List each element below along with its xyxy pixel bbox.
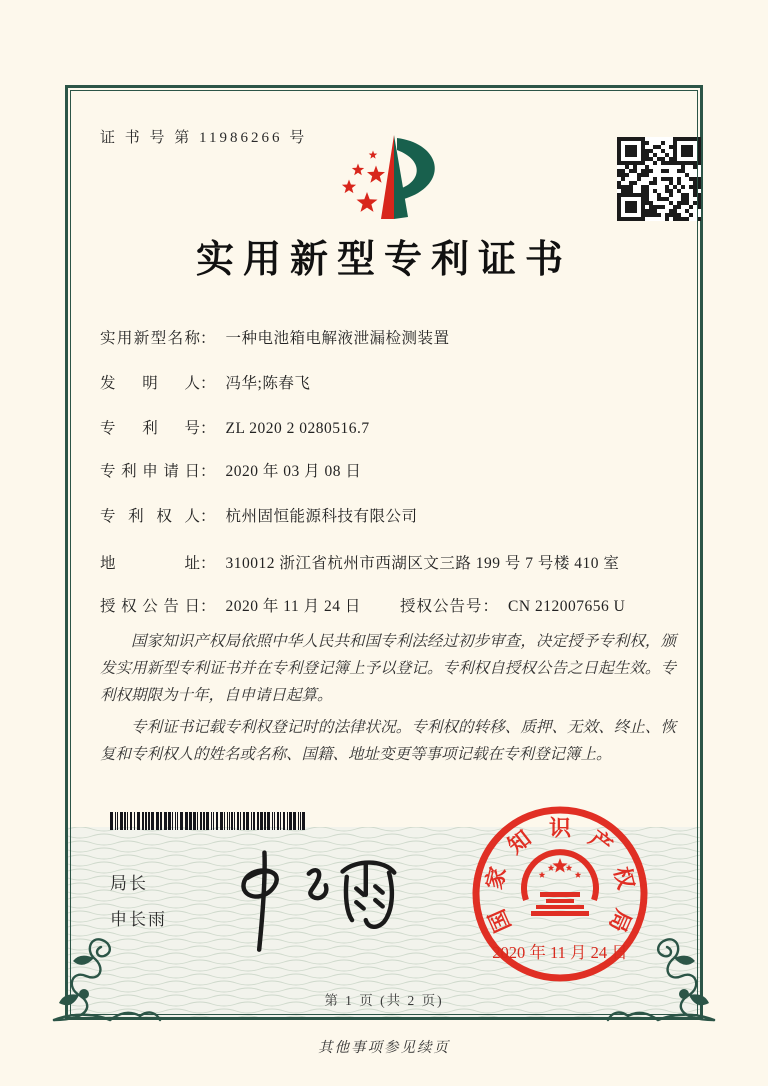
- barcode-bar: [243, 812, 245, 830]
- continuation-note: 其他事项参见续页: [318, 1040, 450, 1056]
- field-value: 2020 年 03 月 08 日: [225, 463, 362, 480]
- barcode-bar: [110, 812, 113, 830]
- label-colon: ：: [200, 463, 216, 480]
- barcode-bar: [137, 812, 140, 830]
- barcode-bar: [145, 812, 147, 830]
- barcode-bar: [206, 812, 209, 830]
- field-value: 310012 浙江省杭州市西湖区文三路 199 号 7 号楼 410 室: [225, 555, 620, 572]
- barcode-bar: [220, 812, 223, 830]
- barcode-bar: [253, 812, 255, 830]
- certificate-number: 证 书 号 第 11986266 号: [100, 130, 308, 146]
- barcode-bar: [127, 812, 128, 830]
- field-value: ZL 2020 2 0280516.7: [225, 420, 370, 437]
- field-value: 一种电池箱电解液泄漏检测装置: [225, 330, 450, 347]
- label-colon: ：: [200, 598, 216, 615]
- barcode-bar: [264, 812, 266, 830]
- barcode-bar: [151, 812, 154, 830]
- barcode-bar: [274, 812, 275, 830]
- barcode-bar: [302, 812, 305, 830]
- barcode-bar: [237, 812, 239, 830]
- svg-text:权: 权: [609, 864, 639, 892]
- barcode-bar: [234, 812, 235, 830]
- signer-name: 申长雨: [110, 910, 167, 929]
- barcode-bar: [185, 812, 188, 830]
- barcode-bar: [227, 812, 228, 830]
- barcode-bar: [172, 812, 173, 830]
- label-colon: ：: [200, 508, 216, 525]
- barcode-bar: [142, 812, 144, 830]
- barcode-bar: [148, 812, 150, 830]
- signature-handwriting: [218, 844, 408, 954]
- barcode-bar: [164, 812, 167, 830]
- barcode-bar: [257, 812, 259, 830]
- seal-date: 2020 年 11 月 24 日: [492, 943, 628, 962]
- label-colon: ：: [200, 420, 216, 437]
- barcode-bar: [231, 812, 233, 830]
- field-label: 实用新型名称: [100, 330, 200, 347]
- svg-text:知: 知: [502, 825, 536, 859]
- barcode-bar: [246, 812, 249, 830]
- barcode-bar: [197, 812, 198, 830]
- field-label: 授权公告号: [400, 598, 483, 615]
- barcode-bar: [156, 812, 159, 830]
- legal-text: [100, 628, 676, 773]
- barcode-bar: [224, 812, 225, 830]
- barcode-bar: [200, 812, 202, 830]
- barcode-bar: [283, 812, 285, 830]
- corner-flourish-icon: [600, 905, 720, 1028]
- field-utility-model-name: [100, 326, 685, 350]
- svg-text:局: 局: [604, 905, 637, 936]
- signer-title: 局长: [110, 874, 148, 893]
- barcode-bar: [117, 812, 118, 830]
- field-label: 授权公告日: [100, 598, 200, 615]
- barcode-bar: [267, 812, 270, 830]
- field-patent-number: [100, 416, 685, 440]
- barcode-bar: [260, 812, 263, 830]
- barcode-bar: [211, 812, 212, 830]
- qr-code-icon: [617, 137, 701, 221]
- barcode-bar: [216, 812, 218, 830]
- barcode-bar: [293, 812, 296, 830]
- barcode-bar: [287, 812, 288, 830]
- label-colon: ：: [200, 330, 216, 347]
- barcode: [110, 812, 310, 830]
- barcode-bar: [124, 812, 126, 830]
- barcode-bar: [175, 812, 176, 830]
- barcode-bar: [300, 812, 301, 830]
- certificate-frame: [65, 85, 703, 1020]
- certificate-title: 实用新型专利证书: [195, 239, 572, 281]
- barcode-bar: [251, 812, 252, 830]
- label-colon: ：: [482, 598, 499, 615]
- barcode-bar: [229, 812, 230, 830]
- svg-text:家: 家: [481, 864, 511, 892]
- barcode-bar: [130, 812, 132, 830]
- barcode-bar: [180, 812, 183, 830]
- barcode-bar: [277, 812, 279, 830]
- label-colon: ：: [200, 555, 216, 572]
- field-value: 杭州固恒能源科技有限公司: [225, 508, 418, 525]
- barcode-bar: [115, 812, 116, 830]
- barcode-bar: [160, 812, 162, 830]
- barcode-bar: [168, 812, 171, 830]
- svg-text:产: 产: [584, 825, 618, 859]
- field-value: 2020 年 11 月 24 日: [225, 598, 361, 615]
- barcode-bar: [289, 812, 292, 830]
- barcode-bar: [134, 812, 135, 830]
- svg-text:识: 识: [548, 815, 572, 841]
- field-value: CN 212007656 U: [508, 598, 626, 615]
- barcode-bar: [120, 812, 123, 830]
- barcode-bar: [298, 812, 299, 830]
- legal-paragraph-2: 专利证书记载专利权登记时的法律状况。专利权的转移、质押、无效、终止、恢复和专利权人的姓名或名称、国籍、地址变更等事项记载在专利登记簿上。: [100, 719, 676, 763]
- cnipa-logo-icon: [320, 122, 470, 234]
- legal-paragraph-1: 国家知识产权局依照中华人民共和国专利法经过初步审查，决定授予专利权，颁发实用新型专利证书并在专利登记簿上予以登记。专利权自授权公告之日起生效。专利权期限为十年，自申请日起算。: [100, 633, 676, 704]
- svg-text:国: 国: [483, 905, 516, 936]
- field-label: 专利申请日: [100, 463, 200, 480]
- corner-flourish-icon: [48, 908, 168, 1028]
- field-patentee: [100, 504, 685, 528]
- barcode-bar: [272, 812, 273, 830]
- national-emblem-icon: [524, 852, 596, 916]
- field-address: [100, 551, 685, 575]
- field-grant-number: [400, 594, 625, 616]
- barcode-bar: [203, 812, 205, 830]
- page-number: 第 1 页 (共 2 页): [324, 993, 444, 1008]
- field-value: 冯华;陈春飞: [225, 375, 311, 392]
- field-grant-row: [100, 594, 685, 618]
- label-colon: ：: [200, 375, 216, 392]
- field-label: 发明人: [100, 375, 200, 392]
- field-label: 地址: [100, 555, 200, 572]
- barcode-bar: [177, 812, 178, 830]
- barcode-bar: [280, 812, 281, 830]
- barcode-bar: [193, 812, 196, 830]
- field-filing-date: [100, 459, 685, 483]
- field-inventor: [100, 371, 685, 395]
- barcode-bar: [213, 812, 214, 830]
- barcode-bar: [189, 812, 192, 830]
- field-label: 专利权人: [100, 508, 200, 525]
- field-label: 专利号: [100, 420, 200, 437]
- barcode-bar: [240, 812, 241, 830]
